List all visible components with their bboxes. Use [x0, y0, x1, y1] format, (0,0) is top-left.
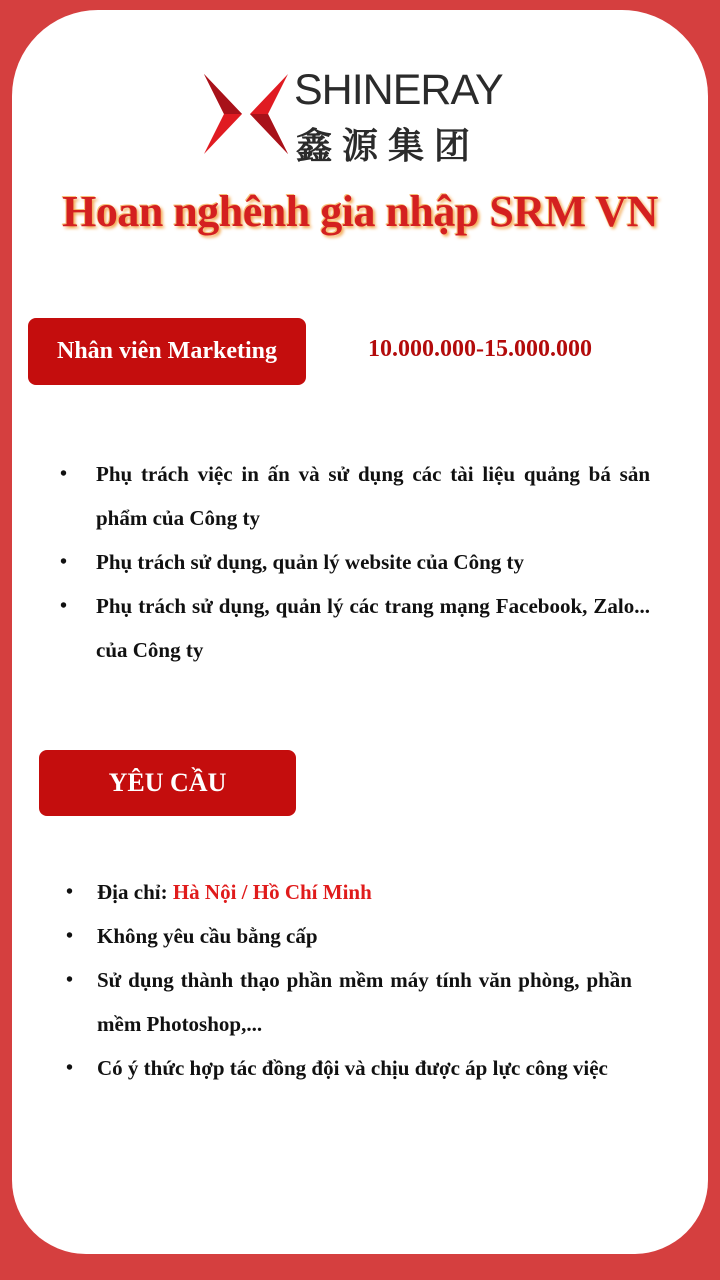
job-title-badge: Nhân viên Marketing — [28, 318, 306, 385]
bullet-icon: • — [60, 551, 68, 573]
bullet-icon: • — [60, 595, 68, 617]
address-label: Địa chỉ: — [97, 880, 173, 904]
logo-brand-cn: 鑫源集团 — [296, 126, 481, 167]
list-item — [66, 870, 632, 914]
list-item — [60, 584, 650, 672]
bullet-icon: • — [66, 881, 74, 903]
shineray-x-icon — [202, 70, 290, 158]
requirement-text: Có ý thức hợp tác đồng đội và chịu được áp lực công việc — [97, 1056, 608, 1080]
list-item — [60, 540, 650, 584]
shineray-logo — [202, 66, 503, 167]
bullet-icon: • — [66, 1057, 74, 1079]
list-item — [66, 958, 632, 1046]
list-item — [66, 1046, 632, 1090]
requirements-list — [66, 870, 632, 1090]
welcome-title: Hoan nghênh gia nhập SRM VN — [62, 187, 658, 236]
list-item — [60, 452, 650, 540]
requirement-text: Sử dụng thành thạo phần mềm máy tính văn phòng, phần mềm Photoshop,... — [97, 968, 632, 1036]
salary-range: 10.000.000-15.000.000 — [368, 336, 592, 362]
duty-text: Phụ trách sử dụng, quản lý website của Công ty — [96, 550, 525, 574]
bullet-icon: • — [66, 969, 74, 991]
bullet-icon: • — [60, 463, 68, 485]
address-value: Hà Nội / Hồ Chí Minh — [172, 880, 372, 904]
logo-brand-en: SHINERAY — [294, 66, 503, 114]
duty-text: Phụ trách việc in ấn và sử dụng các tài liệu quảng bá sản phẩm của Công ty — [96, 462, 650, 530]
duty-text: Phụ trách sử dụng, quản lý các trang mạng Facebook, Zalo... của Công ty — [96, 594, 650, 662]
duties-list — [60, 452, 650, 672]
list-item — [66, 914, 632, 958]
requirements-badge: YÊU CẦU — [39, 750, 296, 816]
bullet-icon: • — [66, 925, 74, 947]
requirement-text: Không yêu cầu bằng cấp — [97, 924, 318, 948]
